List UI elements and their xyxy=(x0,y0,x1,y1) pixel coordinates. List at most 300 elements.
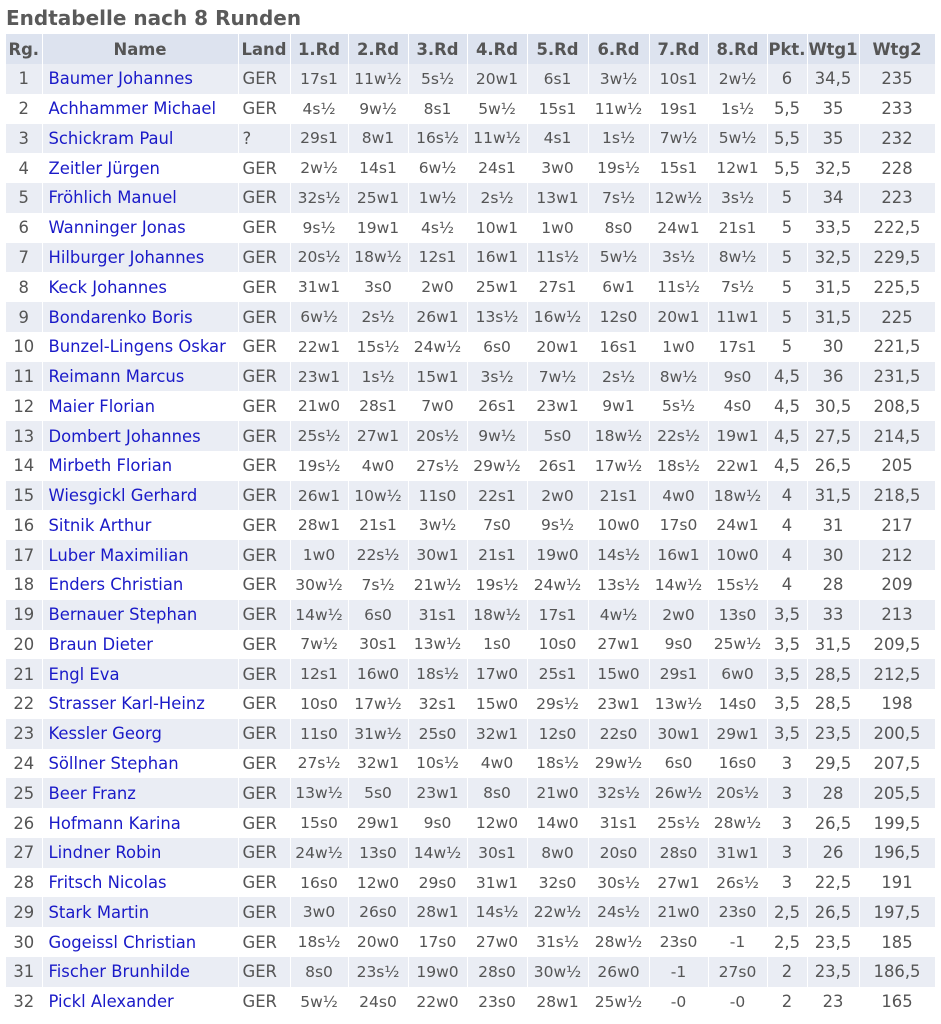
cell-tiebreak-1: 22,5 xyxy=(807,868,859,898)
cell-round-3: 14w½ xyxy=(408,838,467,868)
cell-round-6: 20s0 xyxy=(588,838,649,868)
player-name-link[interactable]: Wanninger Jonas xyxy=(42,213,238,243)
column-header-round-3: 3.Rd xyxy=(408,34,467,64)
cell-tiebreak-1: 31,5 xyxy=(807,302,859,332)
column-header-round-4: 4.Rd xyxy=(467,34,527,64)
cell-points: 5,5 xyxy=(767,94,807,124)
cell-round-7: 13w½ xyxy=(649,689,708,719)
table-row xyxy=(6,897,935,927)
player-name-link[interactable]: Fröhlich Manuel xyxy=(42,183,238,213)
cell-round-4: 32w1 xyxy=(467,719,527,749)
cell-country: GER xyxy=(238,153,290,183)
cell-country: GER xyxy=(238,778,290,808)
cell-country: GER xyxy=(238,957,290,987)
cell-round-5: 8w0 xyxy=(527,838,588,868)
player-name-link[interactable]: Bunzel-Lingens Oskar xyxy=(42,332,238,362)
cell-round-5: 32s0 xyxy=(527,868,588,898)
player-name-link[interactable]: Fischer Brunhilde xyxy=(42,957,238,987)
cell-round-5: 10s0 xyxy=(527,630,588,660)
cell-rank: 17 xyxy=(6,540,42,570)
cell-round-2: 12w0 xyxy=(348,868,408,898)
cell-round-7: 30w1 xyxy=(649,719,708,749)
cell-round-3: 23w1 xyxy=(408,778,467,808)
cell-tiebreak-1: 32,5 xyxy=(807,243,859,273)
cell-round-2: 3s0 xyxy=(348,272,408,302)
column-header-round-1: 1.Rd xyxy=(290,34,348,64)
table-row xyxy=(6,778,935,808)
cell-points: 3 xyxy=(767,808,807,838)
table-row xyxy=(6,540,935,570)
cell-round-5: 26s1 xyxy=(527,451,588,481)
cell-round-7: 22s½ xyxy=(649,421,708,451)
cell-round-8: 15s½ xyxy=(708,570,767,600)
cell-round-3: 9s0 xyxy=(408,808,467,838)
cell-points: 4,5 xyxy=(767,362,807,392)
cell-rank: 28 xyxy=(6,868,42,898)
cell-round-1: 23w1 xyxy=(290,362,348,392)
cell-rank: 31 xyxy=(6,957,42,987)
cell-round-5: 9s½ xyxy=(527,510,588,540)
player-name-link[interactable]: Bondarenko Boris xyxy=(42,302,238,332)
table-row xyxy=(6,957,935,987)
cell-round-7: 16w1 xyxy=(649,540,708,570)
player-name-link[interactable]: Maier Florian xyxy=(42,391,238,421)
cell-rank: 30 xyxy=(6,927,42,957)
cell-round-8: 9s0 xyxy=(708,362,767,392)
cell-round-7: 6s0 xyxy=(649,749,708,779)
cell-round-2: 9w½ xyxy=(348,94,408,124)
cell-tiebreak-1: 28,5 xyxy=(807,689,859,719)
standings-table xyxy=(6,34,936,1017)
cell-round-6: 23w1 xyxy=(588,689,649,719)
cell-points: 3,5 xyxy=(767,659,807,689)
cell-round-4: 14s½ xyxy=(467,897,527,927)
cell-round-2: 24s0 xyxy=(348,987,408,1017)
cell-tiebreak-2: 205 xyxy=(859,451,935,481)
cell-round-4: 19s½ xyxy=(467,570,527,600)
player-name-link[interactable]: Wiesgickl Gerhard xyxy=(42,481,238,511)
cell-round-7: 28s0 xyxy=(649,838,708,868)
player-name-link[interactable]: Kessler Georg xyxy=(42,719,238,749)
player-name-link[interactable]: Achhammer Michael xyxy=(42,94,238,124)
cell-round-8: 4s0 xyxy=(708,391,767,421)
cell-round-1: 1w0 xyxy=(290,540,348,570)
table-row xyxy=(6,183,935,213)
cell-round-5: 30w½ xyxy=(527,957,588,987)
cell-round-5: 31s½ xyxy=(527,927,588,957)
cell-tiebreak-2: 222,5 xyxy=(859,213,935,243)
table-row xyxy=(6,927,935,957)
table-row xyxy=(6,124,935,154)
table-row xyxy=(6,213,935,243)
cell-tiebreak-2: 209,5 xyxy=(859,630,935,660)
player-name-link[interactable]: Mirbeth Florian xyxy=(42,451,238,481)
cell-points: 5 xyxy=(767,272,807,302)
cell-round-3: 11s0 xyxy=(408,481,467,511)
cell-country: GER xyxy=(238,570,290,600)
cell-round-8: 13s0 xyxy=(708,600,767,630)
player-name-link[interactable]: Dombert Johannes xyxy=(42,421,238,451)
cell-tiebreak-2: 207,5 xyxy=(859,749,935,779)
cell-round-6: 14s½ xyxy=(588,540,649,570)
cell-round-1: 26w1 xyxy=(290,481,348,511)
cell-rank: 14 xyxy=(6,451,42,481)
player-name-link[interactable]: Hofmann Karina xyxy=(42,808,238,838)
cell-tiebreak-2: 228 xyxy=(859,153,935,183)
cell-tiebreak-2: 196,5 xyxy=(859,838,935,868)
cell-round-2: 15s½ xyxy=(348,332,408,362)
cell-country: GER xyxy=(238,213,290,243)
cell-round-4: 20w1 xyxy=(467,64,527,94)
cell-round-3: 8s1 xyxy=(408,94,467,124)
cell-round-8: 26s½ xyxy=(708,868,767,898)
player-name-link[interactable]: Hilburger Johannes xyxy=(42,243,238,273)
cell-rank: 10 xyxy=(6,332,42,362)
cell-rank: 13 xyxy=(6,421,42,451)
cell-round-2: 4w0 xyxy=(348,451,408,481)
cell-round-5: 21w0 xyxy=(527,778,588,808)
cell-tiebreak-1: 33 xyxy=(807,600,859,630)
cell-round-5: 22w½ xyxy=(527,897,588,927)
table-row xyxy=(6,630,935,660)
cell-rank: 21 xyxy=(6,659,42,689)
cell-country: GER xyxy=(238,987,290,1017)
cell-tiebreak-2: 185 xyxy=(859,927,935,957)
cell-round-4: 17w0 xyxy=(467,659,527,689)
cell-round-6: 4w½ xyxy=(588,600,649,630)
cell-round-7: 25s½ xyxy=(649,808,708,838)
cell-tiebreak-1: 34 xyxy=(807,183,859,213)
cell-points: 3,5 xyxy=(767,719,807,749)
cell-round-8: 17s1 xyxy=(708,332,767,362)
cell-round-2: 8w1 xyxy=(348,124,408,154)
cell-round-6: 10w0 xyxy=(588,510,649,540)
cell-country: GER xyxy=(238,243,290,273)
cell-round-8: 7s½ xyxy=(708,272,767,302)
cell-round-1: 17s1 xyxy=(290,64,348,94)
cell-round-6: 16s1 xyxy=(588,332,649,362)
cell-rank: 4 xyxy=(6,153,42,183)
cell-round-5: 11s½ xyxy=(527,243,588,273)
table-row xyxy=(6,451,935,481)
cell-round-1: 11s0 xyxy=(290,719,348,749)
cell-tiebreak-1: 23 xyxy=(807,987,859,1017)
cell-round-4: 22s1 xyxy=(467,481,527,511)
cell-country: GER xyxy=(238,421,290,451)
cell-round-3: 21w½ xyxy=(408,570,467,600)
cell-rank: 20 xyxy=(6,630,42,660)
cell-round-7: 12w½ xyxy=(649,183,708,213)
cell-round-7: 7w½ xyxy=(649,124,708,154)
player-name-link[interactable]: Engl Eva xyxy=(42,659,238,689)
cell-round-5: 12s0 xyxy=(527,719,588,749)
cell-country: GER xyxy=(238,749,290,779)
table-row xyxy=(6,332,935,362)
cell-round-6: 13s½ xyxy=(588,570,649,600)
cell-round-4: 5w½ xyxy=(467,94,527,124)
cell-round-3: 32s1 xyxy=(408,689,467,719)
player-name-link[interactable]: Gogeissl Christian xyxy=(42,927,238,957)
cell-round-2: 27w1 xyxy=(348,421,408,451)
cell-points: 5 xyxy=(767,332,807,362)
cell-rank: 26 xyxy=(6,808,42,838)
cell-round-6: 32s½ xyxy=(588,778,649,808)
player-name-link[interactable]: Söllner Stephan xyxy=(42,749,238,779)
cell-tiebreak-1: 23,5 xyxy=(807,719,859,749)
cell-round-4: 6s0 xyxy=(467,332,527,362)
cell-rank: 32 xyxy=(6,987,42,1017)
cell-tiebreak-2: 209 xyxy=(859,570,935,600)
cell-round-1: 14w½ xyxy=(290,600,348,630)
cell-round-6: 25w½ xyxy=(588,987,649,1017)
player-name-link[interactable]: Bernauer Stephan xyxy=(42,600,238,630)
cell-rank: 3 xyxy=(6,124,42,154)
cell-round-6: 9w1 xyxy=(588,391,649,421)
cell-round-2: 21s1 xyxy=(348,510,408,540)
cell-round-5: 16w½ xyxy=(527,302,588,332)
cell-round-7: 21w0 xyxy=(649,897,708,927)
cell-round-1: 24w½ xyxy=(290,838,348,868)
cell-round-6: 5w½ xyxy=(588,243,649,273)
cell-tiebreak-1: 27,5 xyxy=(807,421,859,451)
cell-round-4: 11w½ xyxy=(467,124,527,154)
cell-points: 5,5 xyxy=(767,124,807,154)
cell-round-5: 28w1 xyxy=(527,987,588,1017)
cell-round-8: 29w1 xyxy=(708,719,767,749)
cell-round-4: 10w1 xyxy=(467,213,527,243)
cell-round-2: 23s½ xyxy=(348,957,408,987)
column-header-round-7: 7.Rd xyxy=(649,34,708,64)
cell-round-8: 24w1 xyxy=(708,510,767,540)
cell-country: GER xyxy=(238,927,290,957)
cell-round-1: 29s1 xyxy=(290,124,348,154)
player-name-link[interactable]: Braun Dieter xyxy=(42,630,238,660)
cell-round-7: 19s1 xyxy=(649,94,708,124)
cell-round-2: 31w½ xyxy=(348,719,408,749)
cell-tiebreak-1: 35 xyxy=(807,94,859,124)
player-name-link[interactable]: Beer Franz xyxy=(42,778,238,808)
cell-round-2: 1s½ xyxy=(348,362,408,392)
cell-round-2: 32w1 xyxy=(348,749,408,779)
cell-round-8: 31w1 xyxy=(708,838,767,868)
cell-round-1: 7w½ xyxy=(290,630,348,660)
cell-round-8: 21s1 xyxy=(708,213,767,243)
cell-round-1: 10s0 xyxy=(290,689,348,719)
cell-tiebreak-1: 26 xyxy=(807,838,859,868)
cell-rank: 23 xyxy=(6,719,42,749)
player-name-link[interactable]: Keck Johannes xyxy=(42,272,238,302)
cell-round-3: 1w½ xyxy=(408,183,467,213)
cell-round-2: 29w1 xyxy=(348,808,408,838)
cell-round-6: 7s½ xyxy=(588,183,649,213)
cell-tiebreak-1: 34,5 xyxy=(807,64,859,94)
cell-points: 4,5 xyxy=(767,391,807,421)
table-row xyxy=(6,362,935,392)
cell-round-2: 7s½ xyxy=(348,570,408,600)
cell-round-1: 5w½ xyxy=(290,987,348,1017)
cell-round-6: 12s0 xyxy=(588,302,649,332)
cell-tiebreak-1: 33,5 xyxy=(807,213,859,243)
cell-round-2: 22s½ xyxy=(348,540,408,570)
cell-round-5: 2w0 xyxy=(527,481,588,511)
cell-rank: 12 xyxy=(6,391,42,421)
cell-round-4: 15w0 xyxy=(467,689,527,719)
cell-points: 2,5 xyxy=(767,927,807,957)
cell-tiebreak-1: 31,5 xyxy=(807,481,859,511)
cell-round-4: 1s0 xyxy=(467,630,527,660)
cell-tiebreak-2: 217 xyxy=(859,510,935,540)
player-name-link[interactable]: Lindner Robin xyxy=(42,838,238,868)
cell-rank: 11 xyxy=(6,362,42,392)
cell-points: 5 xyxy=(767,243,807,273)
cell-round-4: 27w0 xyxy=(467,927,527,957)
cell-round-6: 1s½ xyxy=(588,124,649,154)
cell-round-5: 17s1 xyxy=(527,600,588,630)
cell-country: GER xyxy=(238,481,290,511)
cell-round-7: 27w1 xyxy=(649,868,708,898)
cell-round-7: 4w0 xyxy=(649,481,708,511)
cell-points: 5,5 xyxy=(767,153,807,183)
cell-round-1: 12s1 xyxy=(290,659,348,689)
cell-round-7: 3s½ xyxy=(649,243,708,273)
cell-round-5: 1w0 xyxy=(527,213,588,243)
player-name-link[interactable]: Pickl Alexander xyxy=(42,987,238,1017)
cell-country: GER xyxy=(238,719,290,749)
cell-round-3: 5s½ xyxy=(408,64,467,94)
cell-round-7: 26w½ xyxy=(649,778,708,808)
table-row xyxy=(6,391,935,421)
cell-points: 3 xyxy=(767,868,807,898)
cell-rank: 19 xyxy=(6,600,42,630)
cell-round-6: 3w½ xyxy=(588,64,649,94)
cell-round-1: 25s½ xyxy=(290,421,348,451)
cell-points: 4 xyxy=(767,510,807,540)
cell-tiebreak-1: 31,5 xyxy=(807,630,859,660)
cell-round-3: 18s½ xyxy=(408,659,467,689)
page-title: Endtabelle nach 8 Runden xyxy=(6,6,302,30)
cell-round-5: 19w0 xyxy=(527,540,588,570)
table-row xyxy=(6,510,935,540)
cell-round-8: 11w1 xyxy=(708,302,767,332)
cell-round-7: 15s1 xyxy=(649,153,708,183)
cell-points: 3 xyxy=(767,838,807,868)
table-row xyxy=(6,749,935,779)
cell-round-5: 5s0 xyxy=(527,421,588,451)
cell-rank: 5 xyxy=(6,183,42,213)
player-name-link[interactable]: Fritsch Nicolas xyxy=(42,868,238,898)
cell-round-1: 3w0 xyxy=(290,897,348,927)
cell-round-8: 5w½ xyxy=(708,124,767,154)
cell-round-6: 26w0 xyxy=(588,957,649,987)
cell-round-3: 31s1 xyxy=(408,600,467,630)
cell-rank: 15 xyxy=(6,481,42,511)
cell-round-6: 31s1 xyxy=(588,808,649,838)
cell-round-7: 18s½ xyxy=(649,451,708,481)
player-name-link[interactable]: Sitnik Arthur xyxy=(42,510,238,540)
player-name-link[interactable]: Schickram Paul xyxy=(42,124,238,154)
table-row xyxy=(6,302,935,332)
column-header-round-2: 2.Rd xyxy=(348,34,408,64)
cell-round-4: 16w1 xyxy=(467,243,527,273)
player-name-link[interactable]: Enders Christian xyxy=(42,570,238,600)
cell-tiebreak-2: 221,5 xyxy=(859,332,935,362)
cell-points: 3,5 xyxy=(767,600,807,630)
cell-round-6: 11w½ xyxy=(588,94,649,124)
cell-round-5: 18s½ xyxy=(527,749,588,779)
cell-round-1: 20s½ xyxy=(290,243,348,273)
cell-country: GER xyxy=(238,689,290,719)
cell-round-3: 2w0 xyxy=(408,272,467,302)
cell-round-4: 30s1 xyxy=(467,838,527,868)
cell-rank: 7 xyxy=(6,243,42,273)
cell-country: GER xyxy=(238,362,290,392)
cell-country: GER xyxy=(238,510,290,540)
cell-country: ? xyxy=(238,124,290,154)
cell-tiebreak-1: 23,5 xyxy=(807,927,859,957)
cell-points: 4 xyxy=(767,481,807,511)
player-name-link[interactable]: Strasser Karl-Heinz xyxy=(42,689,238,719)
cell-round-4: 21s1 xyxy=(467,540,527,570)
player-name-link[interactable]: Baumer Johannes xyxy=(42,64,238,94)
cell-round-4: 13s½ xyxy=(467,302,527,332)
table-row xyxy=(6,64,935,94)
cell-rank: 29 xyxy=(6,897,42,927)
cell-country: GER xyxy=(238,451,290,481)
cell-round-4: 25w1 xyxy=(467,272,527,302)
cell-tiebreak-1: 28 xyxy=(807,778,859,808)
cell-tiebreak-1: 30 xyxy=(807,540,859,570)
player-name-link[interactable]: Stark Martin xyxy=(42,897,238,927)
cell-country: GER xyxy=(238,868,290,898)
cell-round-8: -0 xyxy=(708,987,767,1017)
cell-points: 3,5 xyxy=(767,630,807,660)
column-header-tiebreak-2: Wtg2 xyxy=(859,34,935,64)
cell-round-3: 6w½ xyxy=(408,153,467,183)
cell-round-3: 26w1 xyxy=(408,302,467,332)
cell-round-7: 23s0 xyxy=(649,927,708,957)
table-row xyxy=(6,868,935,898)
cell-round-3: 29s0 xyxy=(408,868,467,898)
cell-round-1: 28w1 xyxy=(290,510,348,540)
cell-round-1: 15s0 xyxy=(290,808,348,838)
cell-tiebreak-2: 186,5 xyxy=(859,957,935,987)
cell-round-7: 8w½ xyxy=(649,362,708,392)
cell-points: 4,5 xyxy=(767,451,807,481)
cell-points: 4 xyxy=(767,570,807,600)
cell-round-8: 18w½ xyxy=(708,481,767,511)
cell-round-7: 17s0 xyxy=(649,510,708,540)
cell-rank: 22 xyxy=(6,689,42,719)
table-row xyxy=(6,570,935,600)
cell-round-7: -0 xyxy=(649,987,708,1017)
cell-round-1: 32s½ xyxy=(290,183,348,213)
cell-round-7: 29s1 xyxy=(649,659,708,689)
cell-round-2: 5s0 xyxy=(348,778,408,808)
cell-country: GER xyxy=(238,600,290,630)
cell-round-4: 24s1 xyxy=(467,153,527,183)
player-name-link[interactable]: Luber Maximilian xyxy=(42,540,238,570)
player-name-link[interactable]: Zeitler Jürgen xyxy=(42,153,238,183)
cell-tiebreak-1: 31 xyxy=(807,510,859,540)
cell-tiebreak-2: 197,5 xyxy=(859,897,935,927)
cell-points: 2 xyxy=(767,987,807,1017)
cell-points: 4 xyxy=(767,540,807,570)
cell-round-1: 8s0 xyxy=(290,957,348,987)
table-row xyxy=(6,659,935,689)
cell-country: GER xyxy=(238,540,290,570)
cell-tiebreak-2: 191 xyxy=(859,868,935,898)
player-name-link[interactable]: Reimann Marcus xyxy=(42,362,238,392)
